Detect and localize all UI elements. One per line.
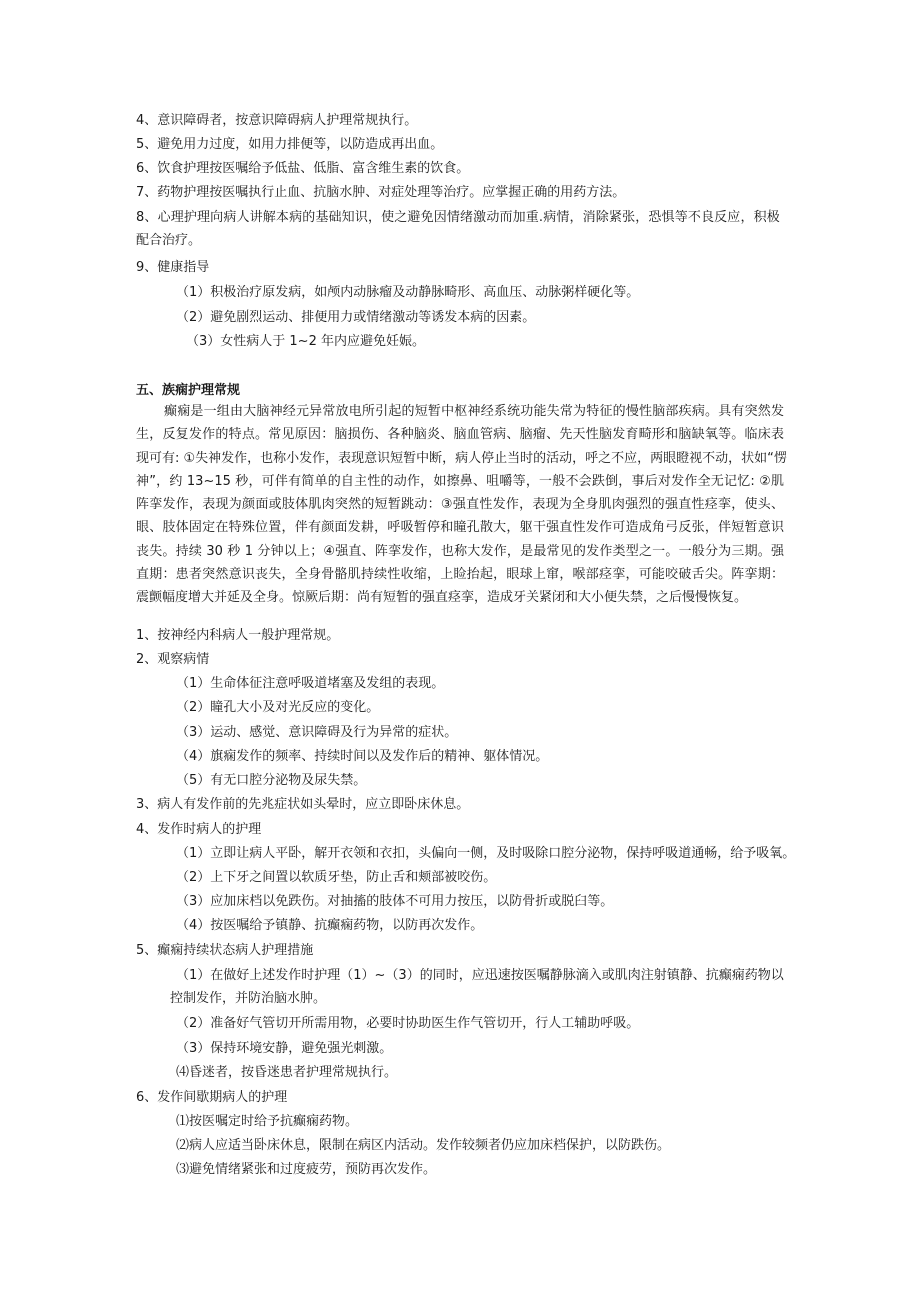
intro-line-6: 眼、肢体固定在特殊位置，伴有颜面发耕，呼吸暂停和瞳孔散大，躯干强直性发作可造成角弓反张，伴短暂意识: [136, 520, 784, 536]
s5-item-4-3: （3）应加床档以免跌伤。对抽搐的肢体不可用力按压，以防骨折或脱臼等。: [176, 894, 614, 909]
intro-line-1: 癫痫是一组由大脑神经元异常放电所引起的短暂中枢神经系统功能失常为特征的慢性脑部疾病。具有突然发: [164, 404, 784, 419]
s5-item-6: 6、发作间歇期病人的护理: [136, 1090, 288, 1105]
s5-item-5-1-line-2: 控制发作，并防治脑水肿。: [170, 991, 327, 1006]
s5-item-5-2: （2）准备好气管切开所需用物，必要时协助医生作气管切开，行人工辅助呼吸。: [176, 1016, 640, 1031]
s5-item-3: 3、病人有发作前的先兆症状如头晕时，应立即卧床休息。: [136, 797, 470, 812]
s5-item-4-2: （2）上下牙之间置以软质牙垫，防止舌和颊部被咬伤。: [176, 870, 497, 885]
item-5: 5、避免用力过度，如用力排便等，以防造成再出血。: [136, 137, 444, 152]
item-9-2: （2）避免剧烈运动、排便用力或情绪激动等诱发本病的因素。: [176, 310, 536, 325]
s5-item-5-1-line-1: （1）在做好上述发作时护理（1）~（3）的同时，应迅速按医嘱静脉滴入或肌肉注射镇静、抗癫痫药物以: [176, 968, 784, 983]
item-8-line-1: 8、心理护理向病人讲解本病的基础知识，使之避免因情绪激动而加重.病情，消除紧张，恐惧等不良反应，积极: [136, 210, 780, 225]
s5-item-2-4: （4）旗痫发作的频率、持续时间以及发作后的精神、躯体情况。: [176, 749, 549, 764]
s5-item-5-4: ⑷昏迷者，按昏迷患者护理常规执行。: [176, 1065, 398, 1080]
intro-line-7: 丧失。持续 30 秒 1 分钟以上；④强直、阵挛发作，也称大发作，是最常见的发作类型之一。一般分为三期。强: [136, 543, 784, 559]
s5-item-2: 2、观察病情: [136, 652, 210, 667]
s5-item-2-1: （1）生命体征注意呼吸道堵塞及发组的表现。: [176, 676, 445, 691]
s5-item-2-5: （5）有无口腔分泌物及尿失禁。: [176, 773, 367, 788]
intro-line-4: 神”，约 13~15 秒，可伴有简单的自主性的动作，如擦鼻、咀嚼等，一般不会跌倒，事后对发作全无记忆: ②肌: [136, 473, 784, 489]
s5-item-1: 1、按神经内科病人一般护理常规。: [136, 628, 340, 643]
s5-item-4-4: （4）按医嘱给予镇静、抗癫痫药物，以防再次发作。: [176, 918, 484, 933]
s5-item-2-3: （3）运动、感觉、意识障碍及行为异常的症状。: [176, 725, 458, 740]
s5-item-4-1: （1）立即让病人平卧，解开衣领和衣扣，头偏向一侧，及时吸除口腔分泌物，保持呼吸道通畅，给予吸氧。: [176, 846, 796, 861]
intro-line-8: 直期：患者突然意识丧失，全身骨骼肌持续性收缩，上睑抬起，眼球上窜，喉部痉挛，可能咬破舌尖。阵挛期：: [136, 567, 784, 583]
intro-line-9: 震颤幅度增大并延及全身。惊厥后期：尚有短暂的强直痉挛，造成牙关紧闭和大小便失禁，之后慢慢恢复。: [136, 590, 748, 606]
s5-item-6-2: ⑵病人应适当卧床休息，限制在病区内活动。发作较频者仍应加床档保护，以防跌伤。: [176, 1138, 671, 1153]
s5-item-5: 5、癫痫持续状态病人护理措施: [136, 943, 314, 958]
item-8: [136, 206, 784, 252]
intro-line-2: 生，反复发作的特点。常见原因：脑损伤、各种脑炎、脑血管病、脑瘤、先天性脑发育畸形和脑缺氧等。临床表: [136, 427, 784, 443]
section-5-intro: [136, 400, 787, 610]
intro-line-3: 现可有: ①失神发作，也称小发作，表现意识短暂中断，病人停止当时的活动，呼之不应，两眼瞪视不动，状如“愣: [136, 450, 787, 466]
s5-item-2-2: （2）瞳孔大小及对光反应的变化。: [176, 700, 380, 715]
item-9-1: （1）积极治疗原发病，如颅内动脉瘤及动静脉畸形、高血压、动脉粥样硬化等。: [176, 285, 640, 300]
item-9: 9、健康指导: [136, 260, 210, 275]
item-6: 6、饮食护理按医嘱给予低盐、低脂、富含维生素的饮食。: [136, 161, 470, 176]
item-8-line-2: 配合治疗。: [136, 233, 202, 248]
s5-item-5-1: [170, 964, 786, 1010]
s5-item-6-1: ⑴按医嘱定时给予抗癫痫药物。: [176, 1114, 359, 1129]
s5-item-5-3: （3）保持环境安静，避免强光刺激。: [176, 1041, 393, 1056]
intro-line-5: 阵挛发作，表现为颜面或肢体肌肉突然的短暂跳动：③强直性发作，表现为全身肌肉强烈的强直性痉挛，使头、: [136, 497, 784, 513]
item-9-3: （3）女性病人于 1~2 年内应避免妊娠。: [186, 334, 425, 349]
section-5-title: 五、族痫护理常规: [136, 383, 241, 398]
s5-item-4: 4、发作时病人的护理: [136, 822, 262, 837]
item-4: 4、意识障碍者，按意识障碍病人护理常规执行。: [136, 113, 418, 128]
s5-item-6-3: ⑶避免情绪紧张和过度疲劳，预防再次发作。: [176, 1162, 437, 1177]
item-7: 7、药物护理按医嘱执行止血、抗脑水肿、对症处理等治疗。应掌握正确的用药方法。: [136, 185, 626, 200]
